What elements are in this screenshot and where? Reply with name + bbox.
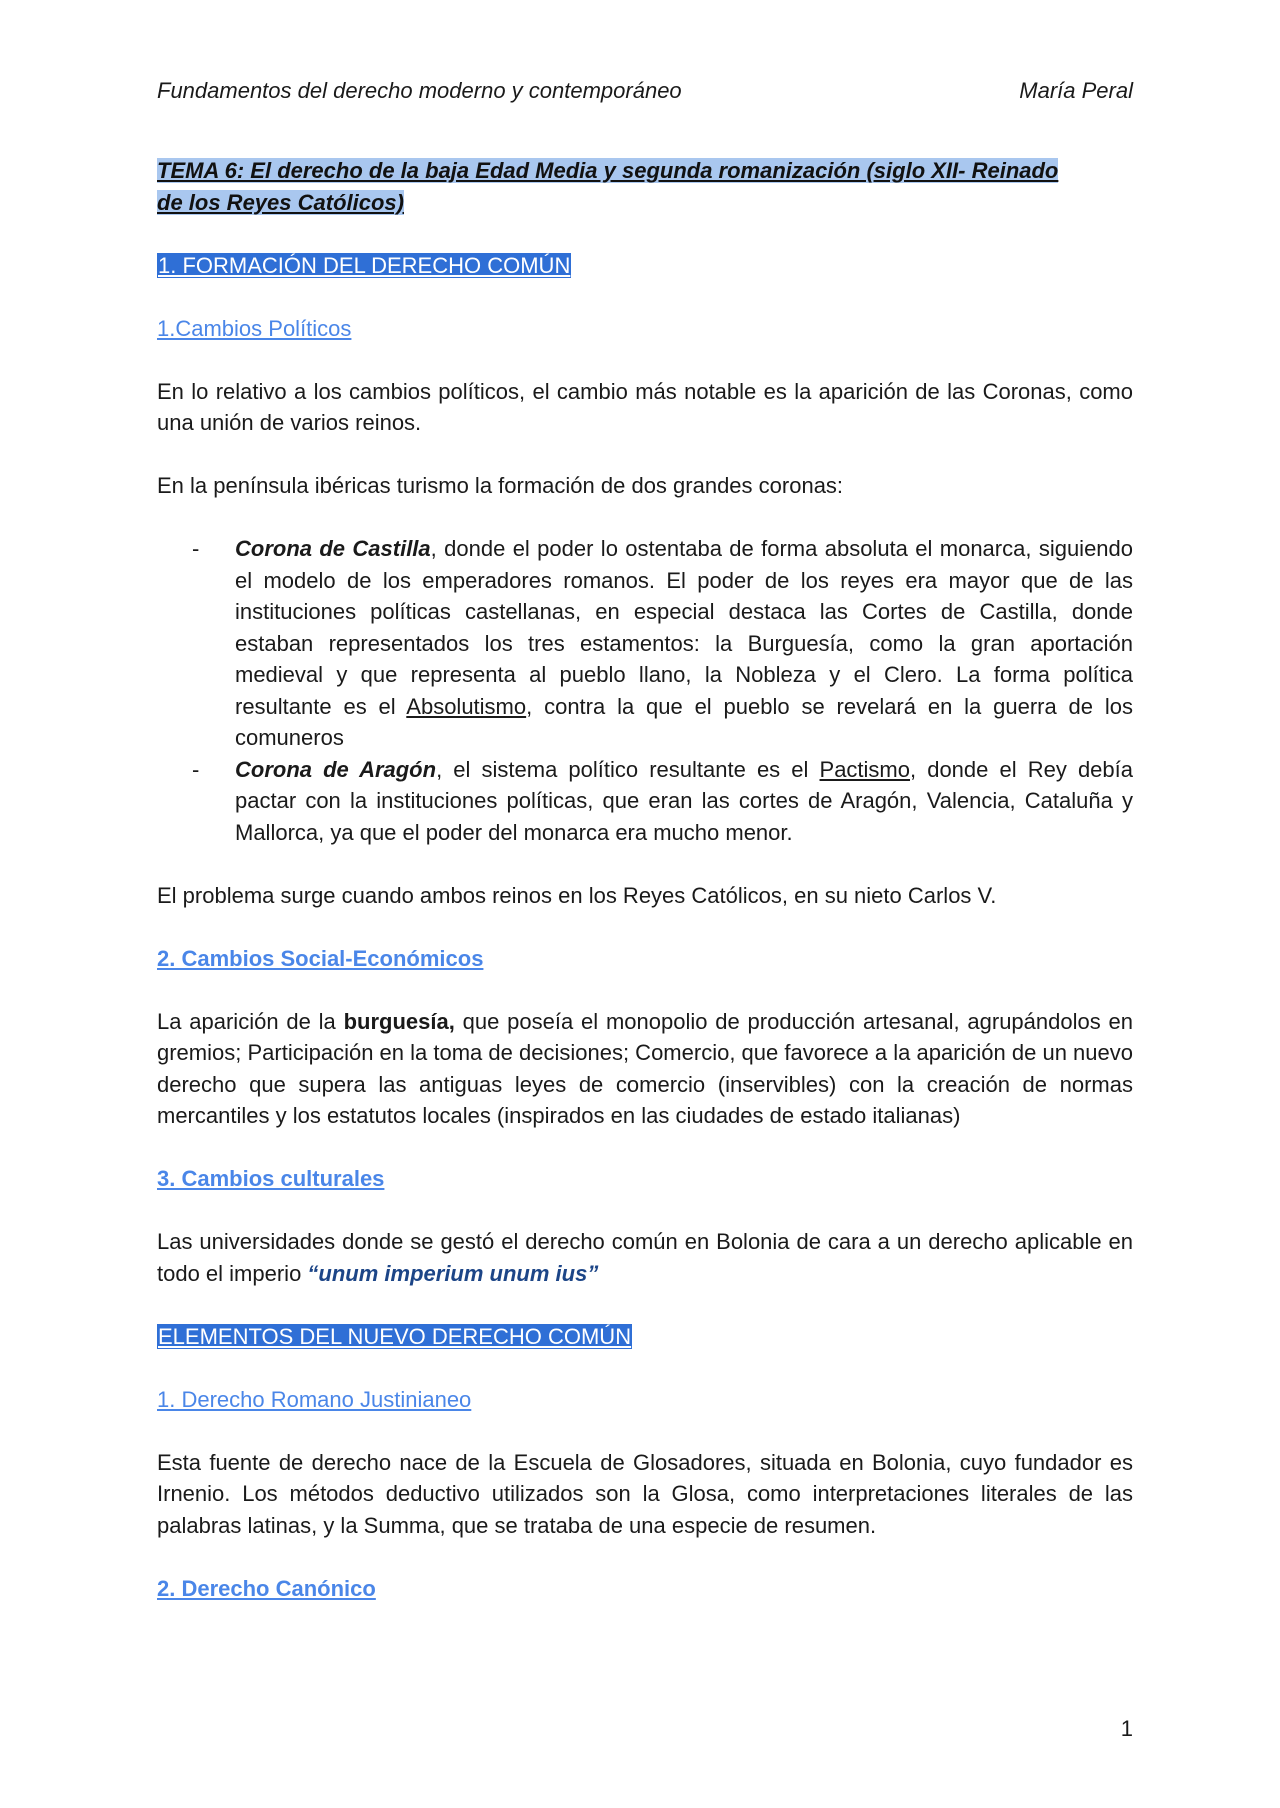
author-name: María Peral	[1019, 78, 1133, 103]
subheading-cambios-culturales-text: 3. Cambios culturales	[157, 1166, 385, 1191]
subheading-derecho-romano-text: 1. Derecho Romano Justinianeo	[157, 1386, 472, 1412]
subheading-cambios-social-text: 2. Cambios Social-Económicos	[157, 945, 484, 971]
latin-quote: “unum imperium unum ius”	[307, 1260, 599, 1286]
list-text: , donde el Rey debía pactar con la instituciones políticas, que eran las cortes de Aragón, Valencia, Cataluña y Mallorca, ya que el poder del monarca era mucho menor.	[235, 756, 1133, 845]
term-pactismo: Pactismo	[819, 756, 910, 782]
dash-bullet: -	[192, 756, 200, 782]
subheading-cambios-social	[157, 943, 1133, 975]
paragraph: El problema surge cuando ambos reinos en los Reyes Católicos, en su nieto Carlos V.	[157, 882, 997, 908]
list-item-aragon	[157, 754, 1133, 849]
subheading-cambios-politicos	[157, 313, 1133, 345]
course-title: Fundamentos del derecho moderno y contemporáneo	[157, 78, 682, 103]
paragraph: En la península ibéricas turismo la formación de dos grandes coronas:	[157, 473, 844, 498]
topic-title-line-1: TEMA 6: El derecho de la baja Edad Media y segunda romanización (siglo XII- Reinado	[157, 158, 1059, 183]
topic-title-line-2: de los Reyes Católicos)	[157, 189, 404, 215]
dash-bullet: -	[192, 536, 200, 561]
page-number: 1	[1120, 1716, 1133, 1741]
term-corona-castilla: Corona de Castilla	[235, 536, 431, 561]
list-text: , el sistema político resultante es el	[436, 756, 820, 782]
paragraph-text: Las universidades donde se gestó el derecho común en Bolonia de cara a un derecho aplicable en todo el imperio	[157, 1229, 1133, 1286]
paragraph: En lo relativo a los cambios políticos, el cambio más notable es la aparición de las Coronas, como una unión de varios reinos.	[157, 378, 1133, 435]
coronas-list	[157, 533, 1133, 848]
page-header	[157, 76, 1133, 106]
document-body	[157, 155, 1133, 1636]
paragraph-universidades	[157, 1226, 1133, 1289]
term-corona-aragon: Corona de Aragón	[235, 756, 437, 782]
subheading-cambios-culturales	[157, 1163, 1133, 1195]
topic-title	[157, 155, 1133, 218]
paragraph-burguesia	[157, 1006, 1133, 1132]
term-burguesia: burguesía,	[343, 1008, 455, 1034]
list-item-castilla	[157, 533, 1133, 754]
subheading-derecho-romano	[157, 1384, 1133, 1416]
section-heading-formacion	[157, 250, 1133, 282]
subheading-derecho-canonico-text: 2. Derecho Canónico	[157, 1575, 376, 1601]
section-heading-formacion-text: 1. FORMACIÓN DEL DERECHO COMÚN	[158, 252, 571, 278]
paragraph-text: que poseía el monopolio de producción artesanal, agrupándolos en gremios; Participación en la toma de decisiones; Comercio, que favorece a la aparición de un nuevo derecho que supera las antiguas leyes de comercio (inservibles) con la creación de normas mercantiles y los estatutos locales (inspirados en las ciudades de estado italianas)	[157, 1008, 1134, 1128]
list-text: , donde el poder lo ostentaba de forma absoluta el monarca, siguiendo el modelo de los emperadores romanos. El poder de los reyes era mayor que de las instituciones políticas castellanas, en especial destaca las Cortes de Castilla, donde estaban representados los tres estamentos: la Burguesía, como la gran aportación medieval y que representa al pueblo llano, la Nobleza y el Clero. La forma política resultante es el	[235, 536, 1134, 719]
section-heading-elementos-text: ELEMENTOS DEL NUEVO DERECHO COMÚN	[158, 1323, 632, 1349]
term-absolutismo: Absolutismo	[406, 693, 527, 719]
paragraph-text: La aparición de la	[157, 1008, 344, 1034]
list-text: , contra la que el pueblo se revelará en la guerra de los comuneros	[235, 693, 1133, 750]
section-heading-elementos	[157, 1321, 1133, 1353]
subheading-cambios-politicos-text: 1.Cambios Políticos	[157, 315, 352, 341]
subheading-derecho-canonico	[157, 1573, 1133, 1605]
paragraph: Esta fuente de derecho nace de la Escuela de Glosadores, situada en Bolonia, cuyo fundador es Irnenio. Los métodos deductivo utilizados son la Glosa, como interpretaciones literales de las palabras latinas, y la Summa, que se trataba de una especie de resumen.	[157, 1449, 1133, 1538]
